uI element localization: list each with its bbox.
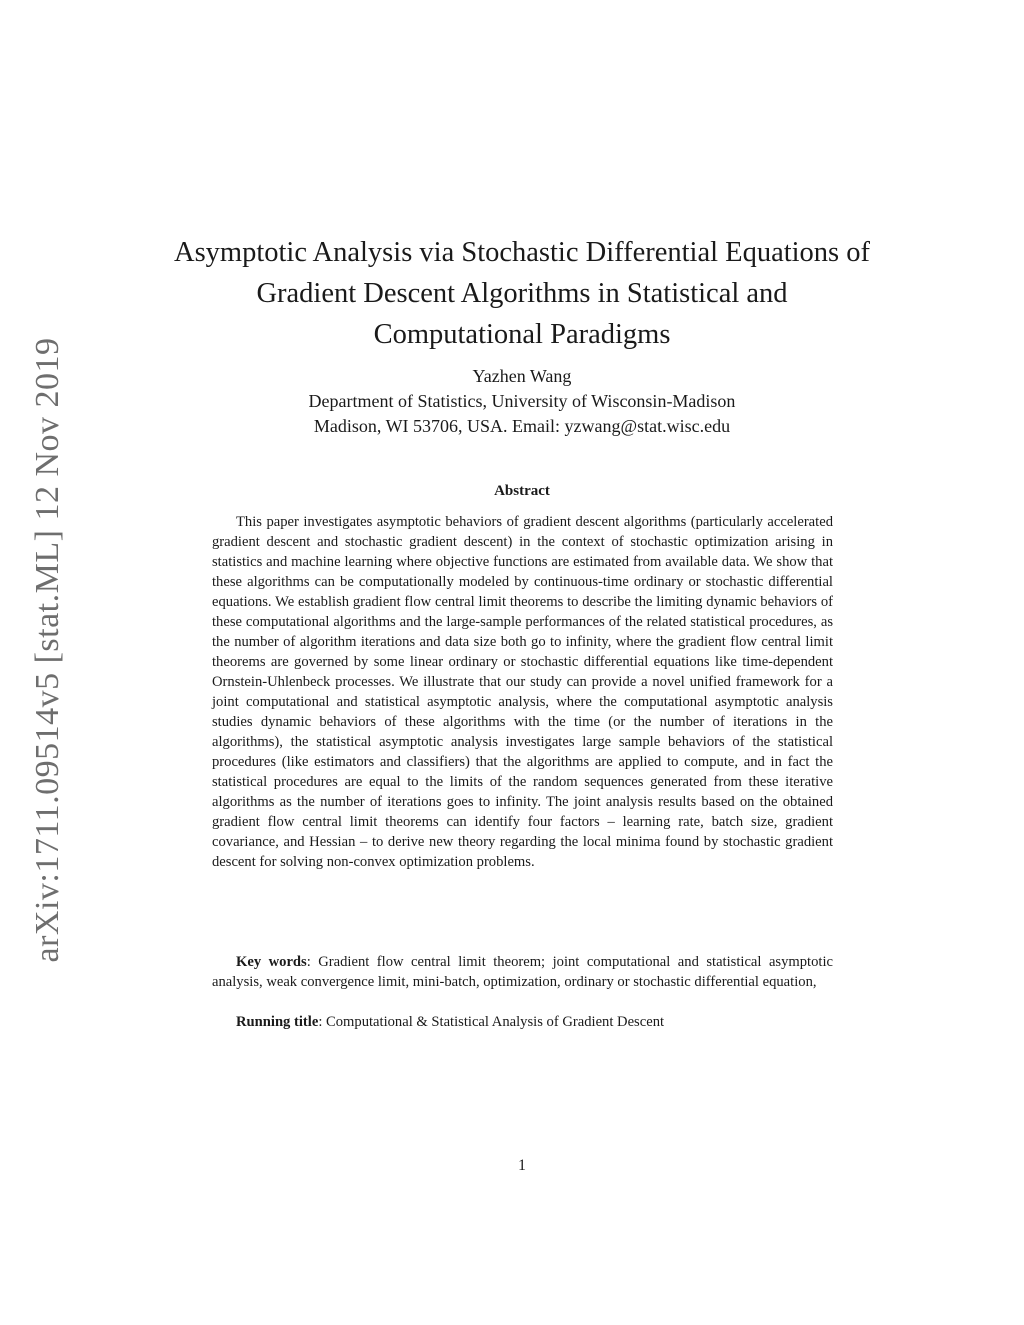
author-address: Madison, WI 53706, USA. Email: yzwang@stat.wisc.edu bbox=[313, 416, 731, 436]
running-title-label: Running title bbox=[236, 1014, 319, 1030]
keywords-label: Key words bbox=[236, 954, 307, 970]
author-name: Yazhen Wang bbox=[472, 366, 572, 386]
keywords-text: : Gradient flow central limit theorem; joint computational and statistical asymptotic analysis, weak convergence limit, mini-batch, optimization, ordinary or stochastic differential equation, bbox=[212, 954, 833, 990]
paper-title bbox=[150, 232, 894, 355]
running-title-paragraph bbox=[212, 1012, 833, 1032]
title-line-3: Computational Paradigms bbox=[373, 319, 671, 350]
arxiv-identifier-stamp: arXiv:1711.09514v5 [stat.ML] 12 Nov 2019 bbox=[29, 337, 66, 963]
title-line-2: Gradient Descent Algorithms in Statistical and bbox=[256, 278, 788, 309]
author-block bbox=[150, 364, 894, 439]
abstract-heading: Abstract bbox=[494, 483, 550, 499]
abstract-body: This paper investigates asymptotic behaviors of gradient descent algorithms (particularly accelerated gradient descent and stochastic gradient descent) in the context of stochastic optimization arising in statistics and machine learning where objective functions are estimated from available data. We show that these algorithms can be computationally modeled by continuous-time ordinary or stochastic differential equations. We establish gradient flow central limit theorems to describe the limiting dynamic behaviors of these computational algorithms and the large-sample performances of the related statistical procedures, as the number of algorithm iterations and data size both go to infinity, where the gradient flow central limit theorems are governed by some linear ordinary or stochastic differential equations like time-dependent Ornstein-Uhlenbeck processes. We illustrate that our study can provide a novel unified framework for a joint computational and statistical asymptotic analysis, where the computational asymptotic analysis studies dynamic behaviors of these algorithms with the time (or the number of iterations in the algorithms), the statistical asymptotic analysis investigates large sample behaviors of the statistical procedures (like estimators and classifiers) that the algorithms are applied to compute, and in fact the statistical procedures are equal to the limits of the random sequences generated from these iterative algorithms as the number of iterations goes to infinity. The joint analysis results based on the obtained gradient flow central limit theorems can identify four factors – learning rate, batch size, gradient covariance, and Hessian – to derive new theory regarding the local minima found by stochastic gradient descent for solving non-convex optimization problems. bbox=[212, 514, 833, 870]
page-number: 1 bbox=[518, 1157, 526, 1174]
keywords-paragraph bbox=[212, 952, 833, 992]
running-title-text: : Computational & Statistical Analysis of Gradient Descent bbox=[318, 1014, 665, 1030]
title-line-1: Asymptotic Analysis via Stochastic Differential Equations of bbox=[173, 237, 871, 268]
author-affiliation: Department of Statistics, University of Wisconsin-Madison bbox=[308, 391, 736, 411]
